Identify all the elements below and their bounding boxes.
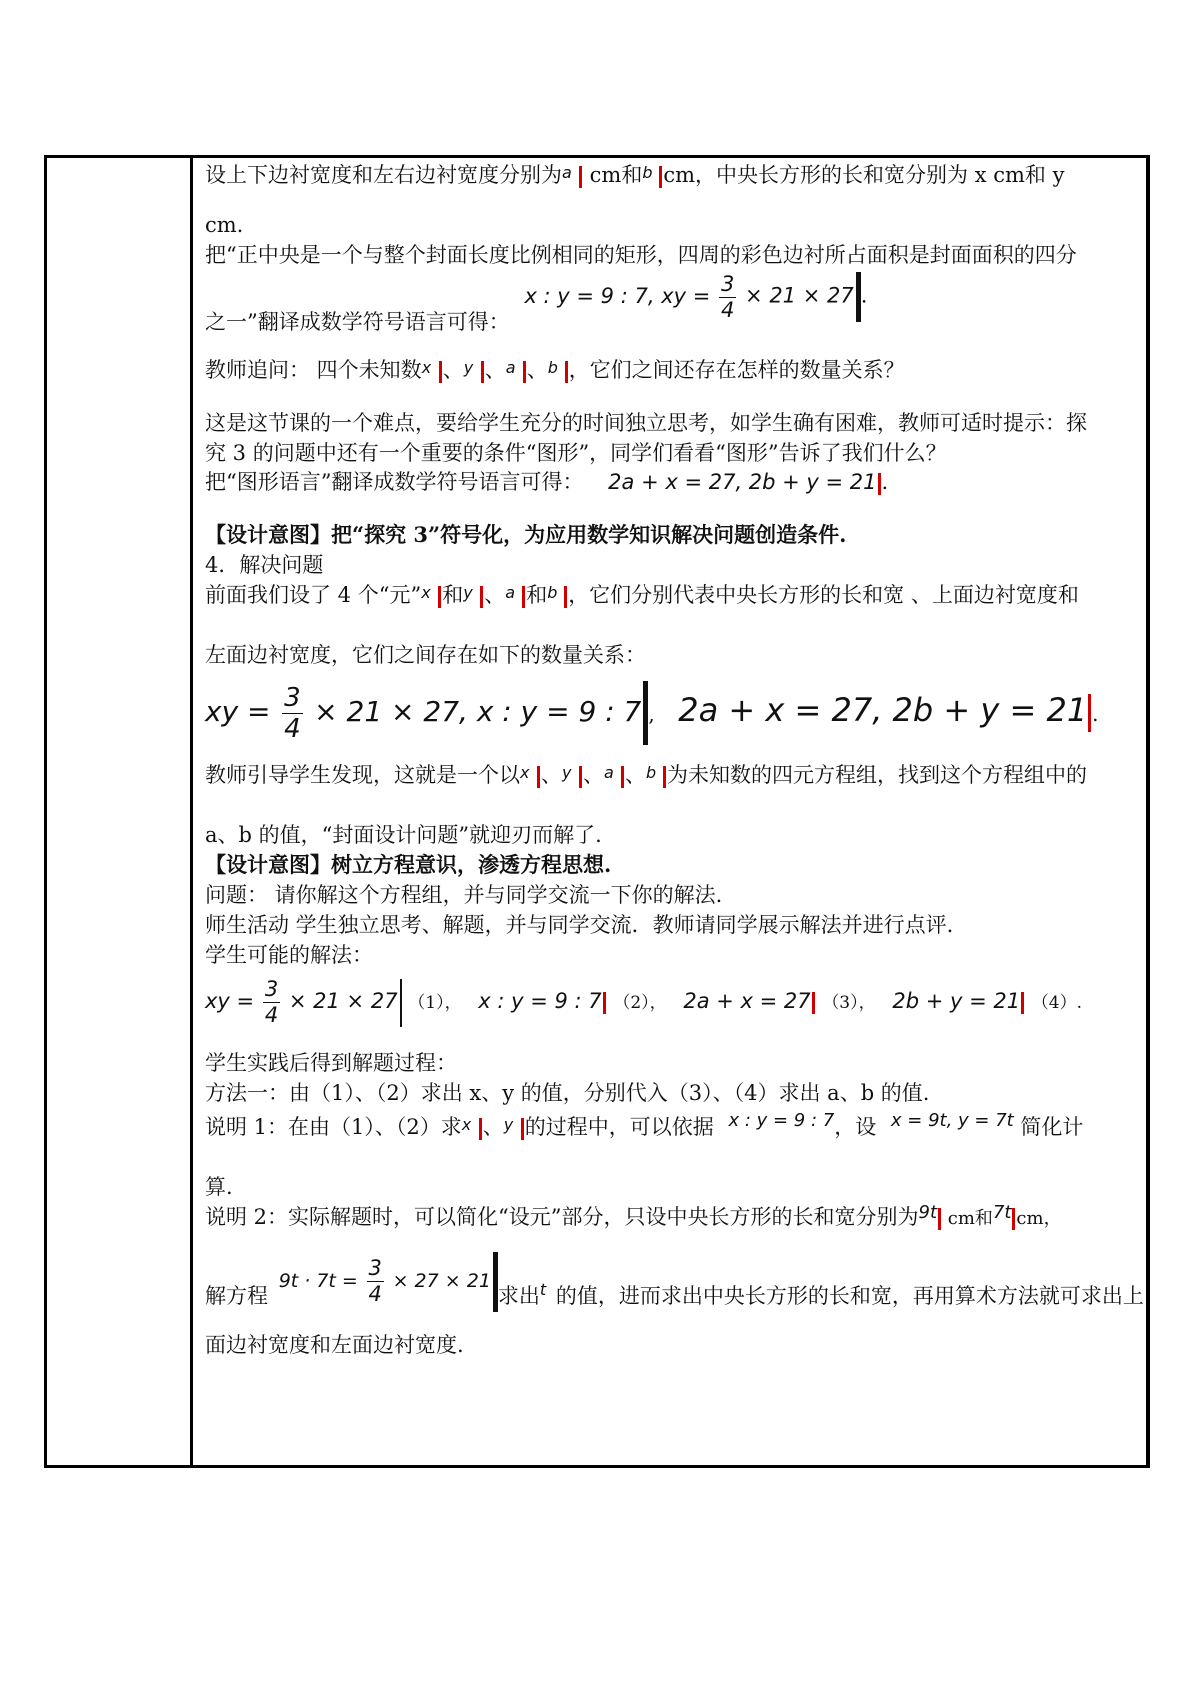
cursor-mark <box>481 361 484 383</box>
text: 解方程 <box>205 1284 268 1308</box>
cursor-mark <box>438 586 441 608</box>
var-y: y <box>463 358 474 377</box>
para-question <box>205 355 905 387</box>
numerator: 3 <box>264 977 279 1001</box>
text-line: 问题： 请你解这个方程组，并与同学交流一下你的解法. <box>205 883 723 907</box>
var-x: x <box>520 763 530 782</box>
math-expr: x : y = 9 : 7, xy = <box>524 283 711 308</box>
cursor-mark <box>812 992 815 1014</box>
sep: 、 <box>442 358 464 382</box>
denominator: 4 <box>284 713 301 744</box>
text: 之一”翻译成数学符号语言可得： <box>205 309 510 334</box>
var-y: y <box>503 1115 514 1134</box>
text-line: 面边衬宽度和左面边衬宽度. <box>205 1333 464 1357</box>
text: 设上下边衬宽度和左右边衬宽度分别为 <box>205 163 562 187</box>
text-line: 左面边衬宽度，它们之间存在如下的数量关系： <box>205 643 646 667</box>
cursor-mark <box>565 361 568 383</box>
cursor-mark <box>1012 1208 1015 1230</box>
var-x: x <box>461 1115 472 1134</box>
cursor-mark <box>938 1208 941 1230</box>
text: cm，中央长方形的长和宽分别为 x cm和 y <box>663 163 1065 187</box>
cursor-mark <box>480 586 483 608</box>
cursor-mark <box>479 1118 482 1140</box>
para-translation: 之一”翻译成数学符号语言可得： x : y = 9 : 7, xy = $\frac{3}{4}$ × 21 × 27 . <box>205 271 868 334</box>
para-setup <box>205 160 1064 192</box>
text-line: 究 3 的问题中还有一个重要的条件“图形”，同学们看看“图形”告诉了我们什么？ <box>205 441 947 465</box>
eq-label-3: （3）， <box>822 993 876 1013</box>
cursor-mark <box>621 766 624 788</box>
sep: 、 <box>482 1115 504 1139</box>
math-expr: x = 9t, y = 7t <box>890 1110 1014 1131</box>
cursor-mark <box>579 766 582 788</box>
math-expr: × 21 × 27, x : y = 9 : 7 <box>314 695 642 728</box>
math-expr: 7t <box>992 1202 1012 1223</box>
fraction <box>719 271 736 322</box>
cursor-mark <box>663 766 666 788</box>
sep: 、 <box>526 358 548 382</box>
cursor-mark <box>878 473 881 495</box>
text-line: 师生活动 学生独立思考、解题，并与同学交流．教师请同学展示解法并进行点评. <box>205 913 954 937</box>
numerator: 3 <box>720 271 735 296</box>
text: 教师追问： 四个未知数 <box>205 358 422 382</box>
cursor-mark <box>579 166 582 188</box>
text: cm和 <box>942 1208 993 1229</box>
var-x: x <box>421 583 431 602</box>
math-expr: 2a + x = 27, 2b + y = 21 <box>678 691 1088 729</box>
math-expr: × 27 × 21 <box>392 1270 491 1292</box>
math-expr: 9t · 7t = <box>278 1270 358 1292</box>
var-y: y <box>562 763 572 782</box>
text-line: 算. <box>205 1175 233 1199</box>
text-line: 这是这节课的一个难点，要给学生充分的时间独立思考，如学生确有困难，教师可适时提示：探 <box>205 411 1087 435</box>
cursor-mark <box>521 1118 524 1140</box>
cursor-mark <box>537 766 540 788</box>
cursor-mark <box>564 586 567 608</box>
math-expr: 9t <box>918 1202 938 1223</box>
text: 简化计 <box>1020 1115 1084 1139</box>
text: ，它们之间还存在怎样的数量关系？ <box>568 358 905 382</box>
text: ，它们分别代表中央长方形的长和宽 、上面边衬宽度和 <box>568 583 1079 607</box>
design-intent: 【设计意图】树立方程意识，渗透方程思想. <box>205 852 612 877</box>
text: 说明 2：实际解题时，可以简化“设元”部分，只设中央长方形的长和宽分别为 <box>205 1205 919 1229</box>
math-expr: x : y = 9 : 7 <box>728 1110 835 1131</box>
text-line: a、b 的值，“封面设计问题”就迎刃而解了. <box>205 823 602 847</box>
equation-system: xy = $\frac{3}{4}$ × 21 × 27, x : y = 9 : 7 , 2a + x = 27, 2b + y = 21 . <box>205 682 1099 744</box>
math-expr: 2a + x = 27, 2b + y = 21 <box>608 470 877 494</box>
text-line: 方法一：由（1）、（2）求出 x、y 的值，分别代入（3）、（4）求出 a、b 的值. <box>205 1081 930 1105</box>
para-note1 <box>205 1112 1083 1144</box>
numerator: 3 <box>284 682 301 713</box>
text: 把“图形语言”翻译成数学符号语言可得： <box>205 470 584 494</box>
text-line: 学生实践后得到解题过程： <box>205 1051 457 1075</box>
cursor-mark <box>1088 694 1091 732</box>
cursor-mark <box>400 979 402 1027</box>
fraction <box>367 1258 384 1305</box>
var-b: b <box>642 163 653 182</box>
math-expr: x : y = 9 : 7 <box>478 989 602 1013</box>
and: 和 <box>526 583 548 607</box>
math-expr: × 21 × 27 <box>288 989 398 1013</box>
sep: 、 <box>583 763 604 787</box>
var-a: a <box>604 763 614 782</box>
text: ，设 <box>834 1115 877 1139</box>
text: 的过程中，可以依据 <box>524 1115 714 1139</box>
para-system <box>205 760 1087 792</box>
math-expr: 2b + y = 21 <box>892 989 1021 1013</box>
var-a: a <box>505 358 516 377</box>
column-divider <box>190 155 193 1468</box>
denominator: 4 <box>368 1282 382 1306</box>
para-note2 <box>205 1202 1062 1234</box>
text: 教师引导学生发现，这就是一个以 <box>205 763 520 787</box>
eq-label-4: （4）. <box>1031 993 1082 1013</box>
cursor-mark <box>522 586 525 608</box>
para-solve <box>205 1245 1144 1315</box>
var-y: y <box>463 583 473 602</box>
eq-label-1: （1）， <box>408 993 462 1013</box>
and: 和 <box>442 583 464 607</box>
cursor-mark <box>659 166 662 188</box>
denominator: 4 <box>720 297 735 322</box>
sep: 、 <box>625 763 646 787</box>
math-expr: xy = <box>205 695 271 728</box>
text-line: cm. <box>205 213 244 237</box>
text: cm和 <box>583 163 643 187</box>
cursor-mark <box>439 361 442 383</box>
var-b: b <box>646 763 657 782</box>
cursor-mark <box>1021 992 1024 1014</box>
text: 求出 <box>497 1284 540 1308</box>
var-b: b <box>547 583 558 602</box>
fraction <box>263 979 280 1026</box>
var-t: t <box>539 1280 547 1299</box>
numbered-equations <box>205 970 1082 1032</box>
text: 的值，进而求出中央长方形的长和宽，再用算术方法就可求出上 <box>555 1284 1144 1308</box>
math-expr: 2a + x = 27 <box>683 989 811 1013</box>
text-line: 学生可能的解法： <box>205 943 373 967</box>
text: 前面我们设了 4 个“元” <box>205 583 422 607</box>
var-b: b <box>547 358 558 377</box>
numerator: 3 <box>368 1256 382 1280</box>
sep: 、 <box>541 763 562 787</box>
cursor-mark <box>603 992 606 1014</box>
var-a: a <box>505 583 515 602</box>
text: cm， <box>1016 1208 1062 1229</box>
design-intent: 【设计意图】把“探究 3”符号化，为应用数学知识解决问题创造条件. <box>205 522 847 547</box>
eq-label-2: （2）， <box>613 993 667 1013</box>
var-a: a <box>562 163 572 182</box>
cursor-mark <box>523 361 526 383</box>
para-variables <box>205 580 1079 612</box>
text: 为未知数的四元方程组，找到这个方程组中的 <box>667 763 1087 787</box>
denominator: 4 <box>264 1003 279 1027</box>
section-heading: 4．解决问题 <box>205 553 324 577</box>
math-expr: × 21 × 27 <box>745 283 854 308</box>
math-expr: xy = <box>205 989 255 1013</box>
para-graphic: 把“图形语言”翻译成数学符号语言可得： 2a + x = 27, 2b + y = 21 . <box>205 470 889 494</box>
var-x: x <box>421 358 432 377</box>
sep: 、 <box>484 583 506 607</box>
text: 说明 1：在由（1）、（2）求 <box>205 1115 462 1139</box>
fraction <box>282 682 303 744</box>
sep: 、 <box>484 358 506 382</box>
text-line: 把“正中央是一个与整个封面长度比例相同的矩形，四周的彩色边衬所占面积是封面面积的四分 <box>205 243 1077 267</box>
